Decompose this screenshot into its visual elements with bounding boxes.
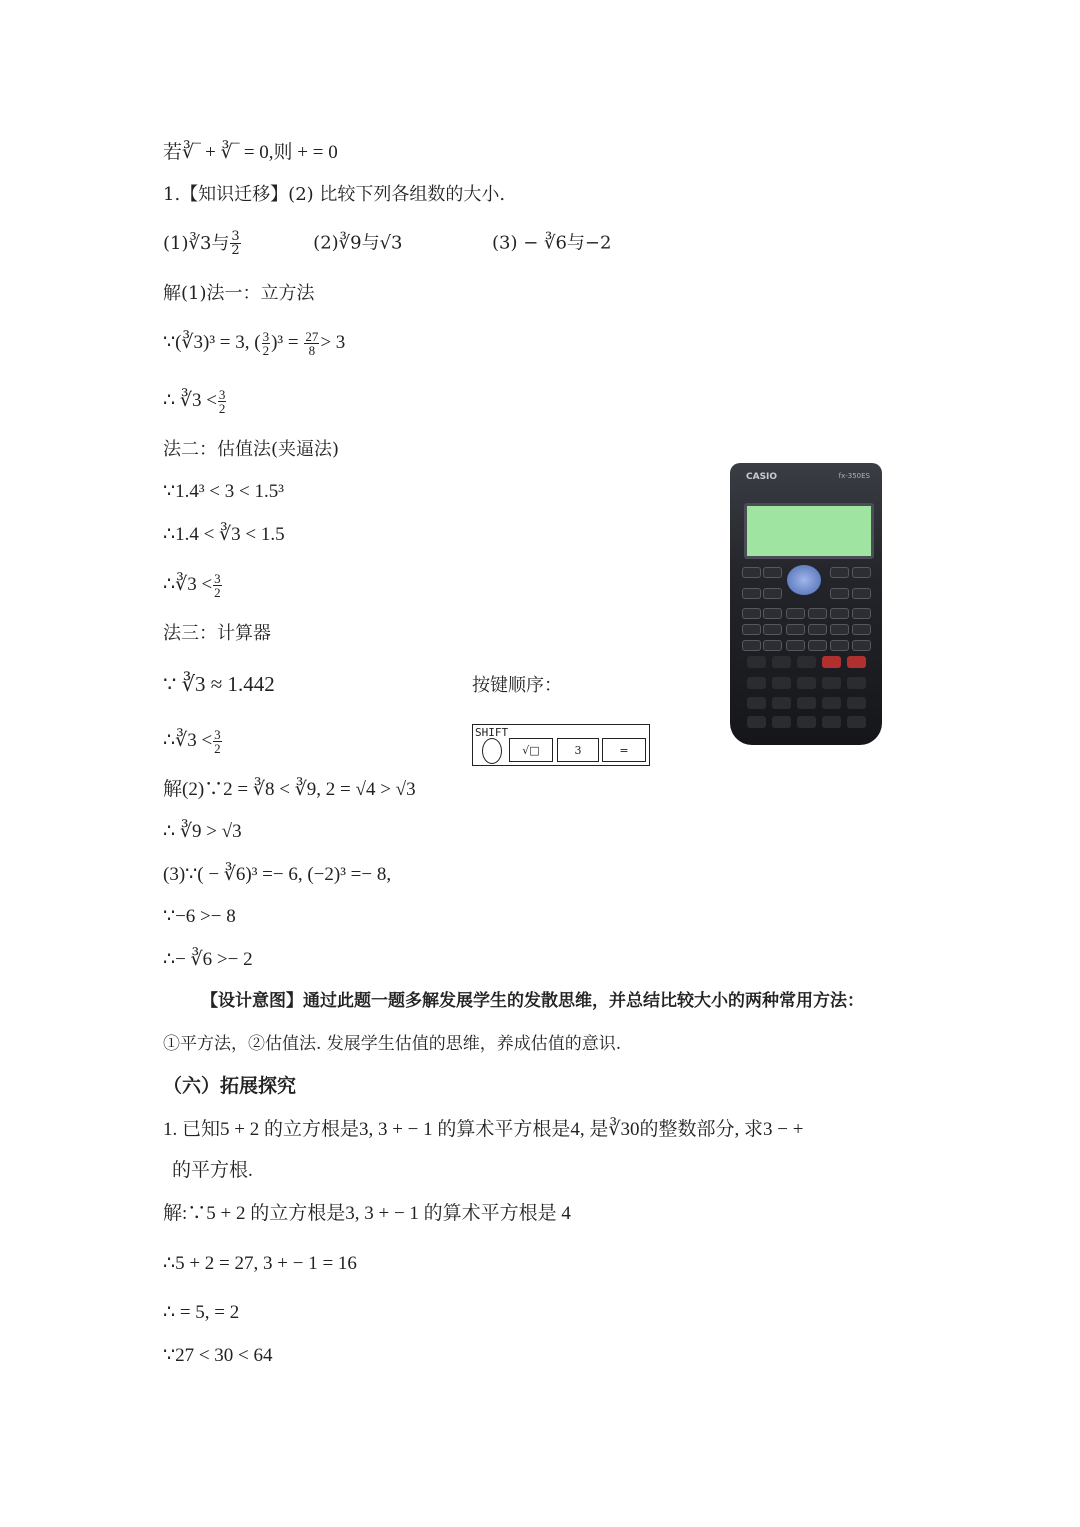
solution-3: (3)∵( − ∛6)³ =− 6, (−2)³ =− 8,: [163, 864, 392, 885]
design-intent-cont: ①平方法，②估值法. 发展学生估值的思维，养成估值的意识.: [163, 1034, 622, 1054]
calc-key: [852, 640, 871, 651]
calc-key: [786, 608, 805, 619]
condition-line: 若∛‾ + ∛‾ = 0,则 + = 0: [163, 142, 338, 163]
shift-key-icon: [482, 738, 502, 764]
part-1: (1)∛3与 $\frac{3}{2}$: [163, 229, 240, 258]
calc-key: [742, 640, 761, 651]
conclusion-5: ∴− ∛6 >− 2: [163, 949, 253, 970]
part-3: (3) − ∛6与−2: [491, 232, 612, 254]
calc-key: [830, 588, 849, 599]
calculator-image: [730, 463, 882, 745]
conclusion-2: ∴∛3 < $\frac{3}{2}$: [163, 571, 221, 600]
calc-digit-key: [797, 656, 816, 668]
conclusion-1: ∴ ∛3 < $\frac{3}{2}$: [163, 387, 226, 416]
extension-solution-2: ∴5 + 2 = 27, 3 + − 1 = 16: [163, 1253, 357, 1274]
calc-op-key: [822, 716, 841, 728]
calc-digit-key: [772, 656, 791, 668]
extension-solution-1: 解:∵5 + 2 的立方根是3, 3 + − 1 的算术平方根是 4: [163, 1203, 571, 1224]
calc-key: [763, 608, 782, 619]
key-sequence: [472, 724, 650, 766]
calc-key: [763, 588, 782, 599]
cube-compare: ∵(∛3)³ = 3, ( $\frac{3}{2}$ )³ = $\frac{27}{8}$ > 3: [163, 329, 346, 358]
calc-key: [830, 608, 849, 619]
solution-1-method-1: 解(1)法一：立方法: [163, 283, 315, 304]
extension-problem: 1. 已知5 + 2 的立方根是3, 3 + − 1 的算术平方根是4, 是∛30的整数部分, 求3 − +: [163, 1119, 804, 1140]
calc-key: [742, 588, 761, 599]
part-2: (2)∛9与√3: [313, 232, 403, 254]
estimate-line: ∵1.4³ < 3 < 1.5³: [163, 481, 284, 502]
method-3-title: 法三：计算器: [163, 623, 271, 644]
calculator-value: ∵ ∛3 ≈ 1.442: [163, 672, 275, 696]
calc-key: [852, 624, 871, 635]
equals-key: =: [602, 738, 646, 762]
calc-digit-key: [747, 697, 766, 709]
calculator-model: fx-350ES: [838, 472, 870, 480]
key-order-label: 按键顺序：: [472, 675, 562, 696]
calc-key: [786, 640, 805, 651]
calc-digit-key: [797, 716, 816, 728]
calc-key: [852, 567, 871, 578]
method-2-title: 法二：估值法(夹逼法): [163, 439, 340, 460]
calc-ac-key: [847, 656, 866, 668]
calc-digit-key: [797, 697, 816, 709]
extension-solution-4: ∵27 < 30 < 64: [163, 1345, 273, 1366]
calc-op-key: [847, 697, 866, 709]
calc-op-key: [822, 697, 841, 709]
calc-key: [763, 567, 782, 578]
problem-title: 1.【知识迁移】(2) 比较下列各组数的大小.: [163, 184, 506, 205]
calc-key: [852, 608, 871, 619]
calc-key: [763, 640, 782, 651]
calc-key: [852, 588, 871, 599]
calculator-dpad: [787, 565, 821, 595]
extension-problem-cont: 的平方根.: [172, 1160, 253, 1181]
calc-digit-key: [772, 677, 791, 689]
conclusion-4: ∴ ∛9 > √3: [163, 821, 242, 842]
calc-digit-key: [747, 677, 766, 689]
calc-key: [830, 624, 849, 635]
calculator-screen: [744, 503, 874, 559]
problem-parts: [163, 230, 611, 257]
calc-key: [808, 640, 827, 651]
calc-key: [808, 624, 827, 635]
calc-digit-key: [797, 677, 816, 689]
calc-key: [742, 608, 761, 619]
bound-line: ∴1.4 < ∛3 < 1.5: [163, 524, 285, 545]
calc-digit-key: [772, 697, 791, 709]
calc-del-key: [822, 656, 841, 668]
calc-digit-key: [772, 716, 791, 728]
calculator-brand: CASIO: [746, 472, 778, 482]
calc-key: [763, 624, 782, 635]
calc-digit-key: [747, 656, 766, 668]
design-intent: 【设计意图】通过此题一题多解发展学生的发散思维，并总结比较大小的两种常用方法：: [201, 991, 864, 1011]
calc-op-key: [822, 677, 841, 689]
root-key: √□: [509, 738, 553, 762]
calc-key: [742, 567, 761, 578]
section-heading: （六）拓展探究: [163, 1075, 297, 1097]
calc-key: [742, 624, 761, 635]
calc-op-key: [847, 716, 866, 728]
solution-2: 解(2)∵2 = ∛8 < ∛9, 2 = √4 > √3: [163, 779, 416, 800]
shift-label: SHIFT: [475, 726, 509, 739]
calc-key: [808, 608, 827, 619]
compare-line: ∵−6 >− 8: [163, 906, 236, 927]
conclusion-3: ∴∛3 < $\frac{3}{2}$: [163, 727, 221, 756]
extension-solution-3: ∴ = 5, = 2: [163, 1302, 240, 1323]
calc-op-key: [847, 677, 866, 689]
three-key: 3: [557, 738, 599, 762]
calc-digit-key: [747, 716, 766, 728]
calc-key: [786, 624, 805, 635]
calc-key: [830, 640, 849, 651]
calc-key: [830, 567, 849, 578]
